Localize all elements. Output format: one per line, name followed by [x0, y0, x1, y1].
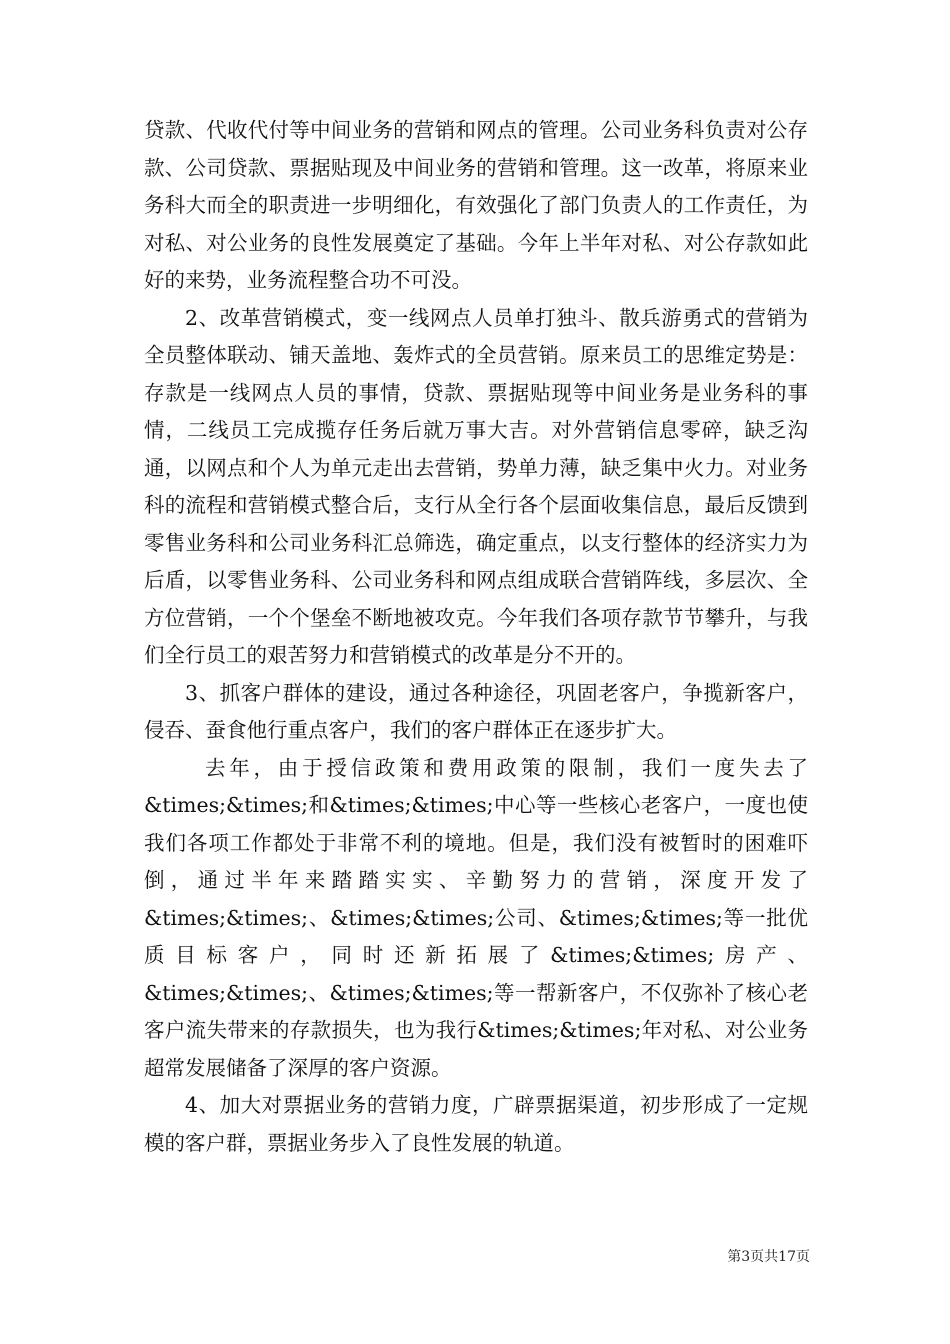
paragraph-3: 3、抓客户群体的建设，通过各种途径，巩固老客户，争揽新客户，侵吞、蚕食他行重点客户，我们的客户群体正在逐步扩大。: [144, 680, 808, 742]
paragraph-2: 2、改革营销模式，变一线网点人员单打独斗、散兵游勇式的营销为全员整体联动、铺天盖地、轰炸式的全员营销。原来员工的思维定势是：存款是一线网点人员的事情，贷款、票据贴现等中间业务是业务科的事情，二线员工完成揽存任务后就万事大吉。对外营销信息零碎，缺乏沟通，以网点和个人为单元走出去营销，势单力薄，缺乏集中火力。对业务科的流程和营销模式整合后，支行从全行各个层面收集信息，最后反馈到零售业务科和公司业务科汇总筛选，确定重点，以支行整体的经济实力为后盾，以零售业务科、公司业务科和网点组成联合营销阵线，多层次、全方位营销，一个个堡垒不断地被攻克。今年我们各项存款节节攀升，与我们全行员工的艰苦努力和营销模式的改革是分不开的。: [144, 305, 808, 667]
document-body: [144, 112, 808, 1162]
page-number: 第3页共17页: [727, 1249, 810, 1265]
paragraph-5: 4、加大对票据业务的营销力度，广辟票据渠道，初步形成了一定规模的客户群，票据业务步入了良性发展的轨道。: [144, 1093, 808, 1155]
paragraph-1: 贷款、代收代付等中间业务的营销和网点的管理。公司业务科负责对公存款、公司贷款、票据贴现及中间业务的营销和管理。这一改革，将原来业务科大而全的职责进一步明细化，有效强化了部门负责人的工作责任，为对私、对公业务的良性发展奠定了基础。今年上半年对私、对公存款如此好的来势，业务流程整合功不可没。: [144, 118, 808, 292]
paragraph-4: 去年，由于授信政策和费用政策的限制，我们一度失去了&times;&times;和&times;&times;中心等一些核心老客户，一度也使我们各项工作都处于非常不利的境地。但是，我们没有被暂时的困难吓倒，通过半年来踏踏实实、辛勤努力的营销，深度开发了&times;&times;、&times;&times;公司、&times;&times;等一批优质目标客户，同时还新拓展了&times;&times;房产、&times;&times;、&times;&times;等一帮新客户，不仅弥补了核心老客户流失带来的存款损失，也为我行&times;&times;年对私、对公业务超常发展储备了深厚的客户资源。: [144, 755, 808, 1080]
